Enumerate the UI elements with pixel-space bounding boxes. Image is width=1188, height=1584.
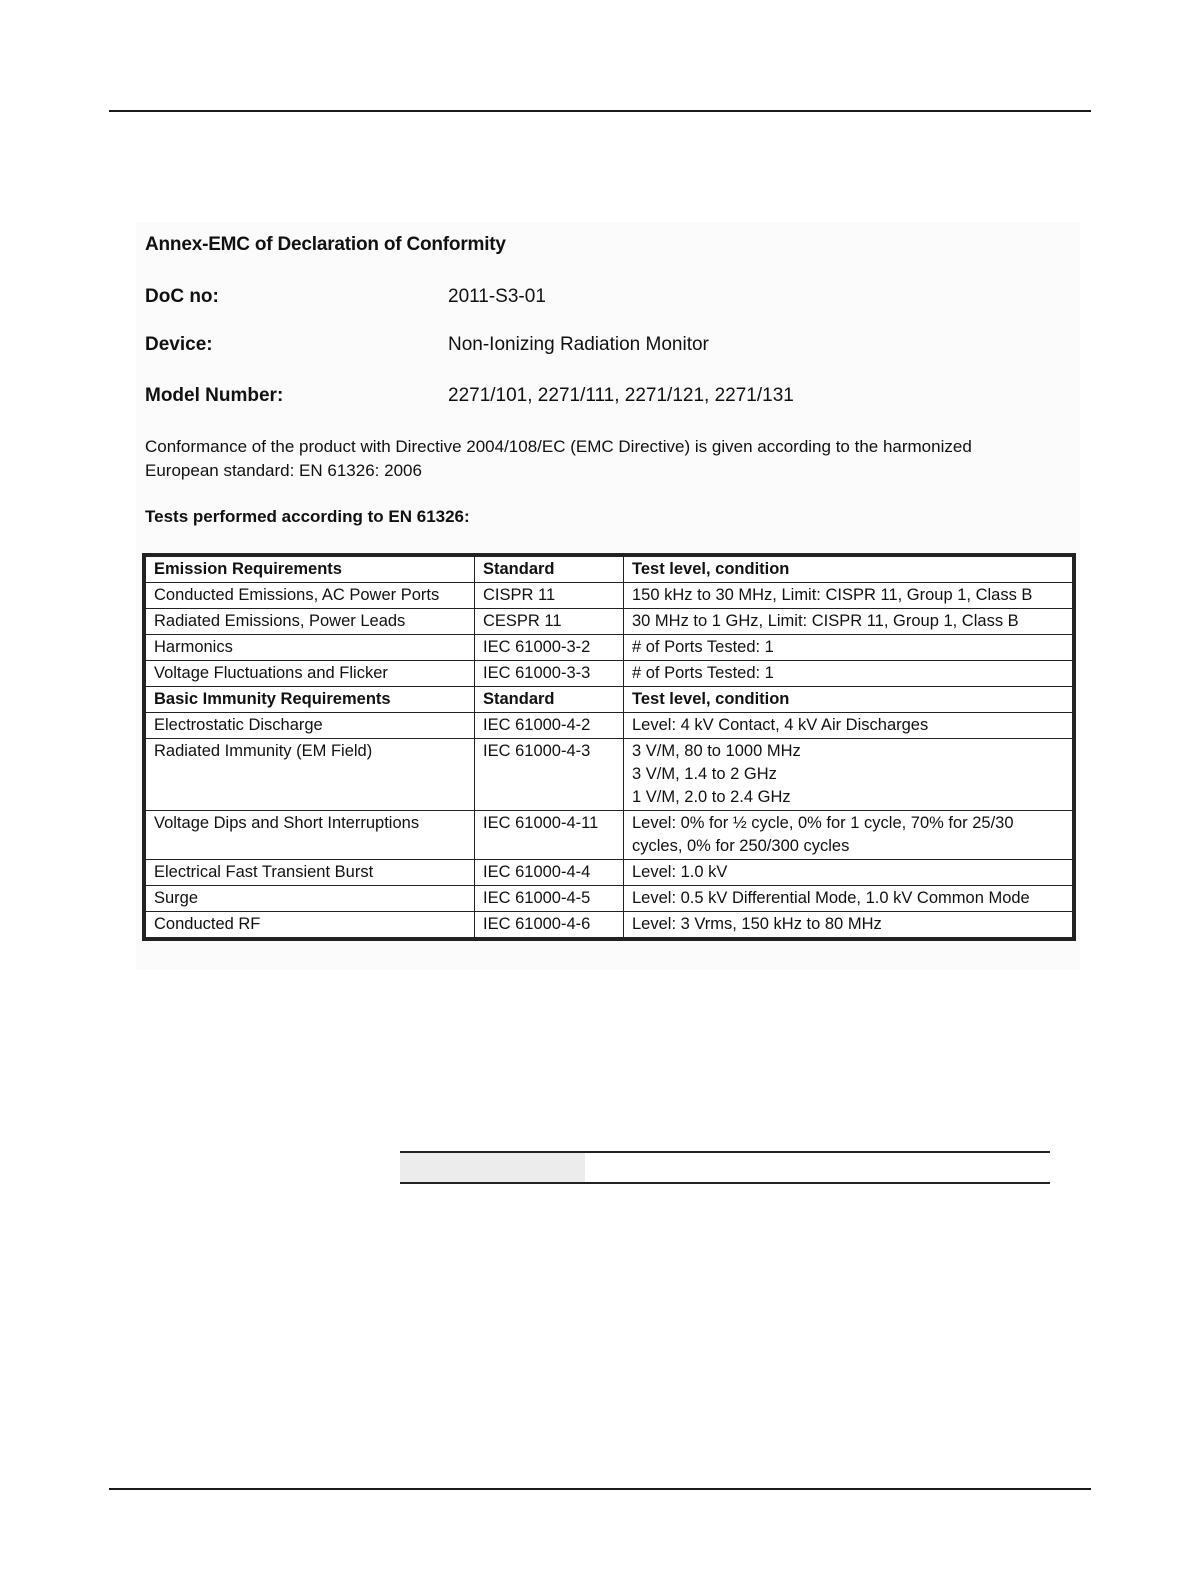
test-level-cell: Level: 4 kV Contact, 4 kV Air Discharges <box>624 713 1073 739</box>
emc-tests-table-body <box>146 557 1073 938</box>
annex-title: Annex-EMC of Declaration of Conformity <box>145 234 506 255</box>
requirement-cell: Harmonics <box>146 635 475 661</box>
model-number-label: Model Number: <box>145 385 284 406</box>
table-row <box>146 912 1073 938</box>
device-value: Non-Ionizing Radiation Monitor <box>448 334 709 355</box>
table-row <box>146 860 1073 886</box>
footer-rule <box>109 1488 1091 1490</box>
table-row <box>146 886 1073 912</box>
requirement-cell: Voltage Dips and Short Interruptions <box>146 811 475 860</box>
standard-cell: IEC 61000-4-2 <box>475 713 624 739</box>
requirement-cell: Electrostatic Discharge <box>146 713 475 739</box>
test-level-cell: 30 MHz to 1 GHz, Limit: CISPR 11, Group 1, Class B <box>624 609 1073 635</box>
test-level-cell: # of Ports Tested: 1 <box>624 635 1073 661</box>
header-rule <box>109 110 1091 112</box>
standard-cell: IEC 61000-4-5 <box>475 886 624 912</box>
docno-label: DoC no: <box>145 286 219 307</box>
test-level-cell: 150 kHz to 30 MHz, Limit: CISPR 11, Group 1, Class B <box>624 583 1073 609</box>
requirement-cell: Radiated Immunity (EM Field) <box>146 739 475 811</box>
signature-rule-bottom <box>400 1182 1050 1184</box>
table-row <box>146 635 1073 661</box>
standard-cell: IEC 61000-4-6 <box>475 912 624 938</box>
table-row <box>146 739 1073 811</box>
standard-cell: CISPR 11 <box>475 583 624 609</box>
table-row <box>146 661 1073 687</box>
standard-cell: Standard <box>475 557 624 583</box>
test-level-cell: # of Ports Tested: 1 <box>624 661 1073 687</box>
table-header-row <box>146 557 1073 583</box>
standard-cell: Standard <box>475 687 624 713</box>
standard-cell: IEC 61000-4-3 <box>475 739 624 811</box>
docno-value: 2011-S3-01 <box>448 286 546 307</box>
model-number-value: 2271/101, 2271/111, 2271/121, 2271/131 <box>448 385 794 406</box>
test-level-cell: Test level, condition <box>624 557 1073 583</box>
test-level-cell: 3 V/M, 80 to 1000 MHz 3 V/M, 1.4 to 2 GHz 1 V/M, 2.0 to 2.4 GHz <box>624 739 1073 811</box>
test-level-cell: Level: 0% for ½ cycle, 0% for 1 cycle, 70% for 25/30 cycles, 0% for 250/300 cycles <box>624 811 1073 860</box>
standard-cell: IEC 61000-4-4 <box>475 860 624 886</box>
requirement-cell: Electrical Fast Transient Burst <box>146 860 475 886</box>
requirement-cell: Conducted Emissions, AC Power Ports <box>146 583 475 609</box>
signature-shaded-cell <box>400 1153 585 1182</box>
conformance-statement: Conformance of the product with Directive 2004/108/EC (EMC Directive) is given according to the harmonized European standard: EN 61326: 2006 <box>145 437 972 480</box>
test-level-cell: Level: 1.0 kV <box>624 860 1073 886</box>
table-header-row <box>146 687 1073 713</box>
test-level-cell: Test level, condition <box>624 687 1073 713</box>
device-label: Device: <box>145 334 213 355</box>
table-row <box>146 713 1073 739</box>
table-row <box>146 583 1073 609</box>
requirement-cell: Radiated Emissions, Power Leads <box>146 609 475 635</box>
requirement-cell: Conducted RF <box>146 912 475 938</box>
standard-cell: IEC 61000-4-11 <box>475 811 624 860</box>
requirement-cell: Voltage Fluctuations and Flicker <box>146 661 475 687</box>
test-level-cell: Level: 3 Vrms, 150 kHz to 80 MHz <box>624 912 1073 938</box>
table-row <box>146 609 1073 635</box>
standard-cell: IEC 61000-3-3 <box>475 661 624 687</box>
test-level-cell: Level: 0.5 kV Differential Mode, 1.0 kV Common Mode <box>624 886 1073 912</box>
requirement-cell: Emission Requirements <box>146 557 475 583</box>
standard-cell: IEC 61000-3-2 <box>475 635 624 661</box>
standard-cell: CESPR 11 <box>475 609 624 635</box>
tests-heading: Tests performed according to EN 61326: <box>145 507 470 526</box>
requirement-cell: Basic Immunity Requirements <box>146 687 475 713</box>
table-row <box>146 811 1073 860</box>
emc-tests-table <box>142 553 1076 941</box>
requirement-cell: Surge <box>146 886 475 912</box>
